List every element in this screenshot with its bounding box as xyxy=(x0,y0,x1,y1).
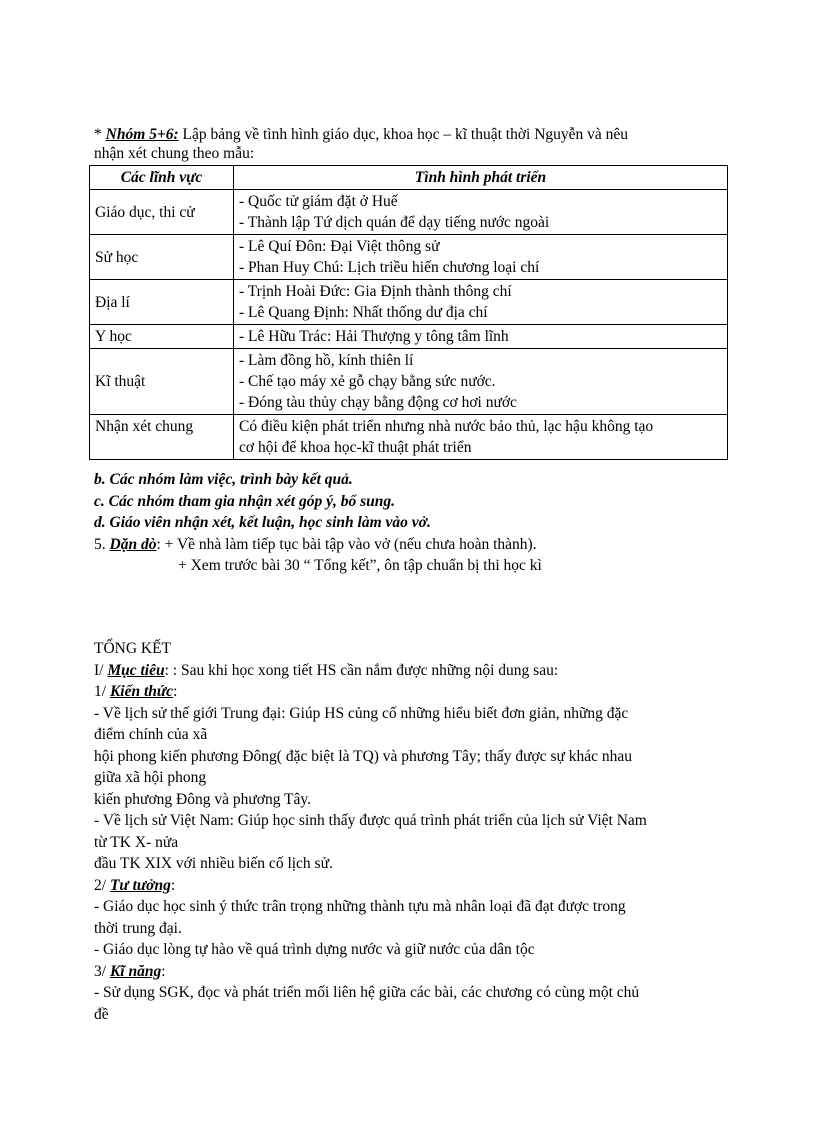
row-field: Sử học xyxy=(90,235,234,280)
development-table xyxy=(89,165,728,460)
row-field: Địa lí xyxy=(90,280,234,325)
row-line: - Đóng tàu thủy chạy bằng động cơ hơi nước xyxy=(239,394,517,411)
row-line: - Phan Huy Chú: Lịch triều hiến chương loại chí xyxy=(239,259,540,276)
knowledge-suffix: : xyxy=(173,683,178,700)
objectives-label: Mục tiêu xyxy=(107,661,165,679)
ideology-line: thời trung đại. xyxy=(94,919,182,937)
skills-suffix: : xyxy=(161,962,166,980)
group-label: Nhóm 5+6: xyxy=(105,126,179,143)
table-header-row xyxy=(90,166,728,190)
row-content xyxy=(234,280,728,325)
row-field: Kĩ thuật xyxy=(90,349,234,415)
homework-line-1 xyxy=(94,534,542,555)
row-field: Y học xyxy=(90,325,234,349)
knowledge-line: - Về lịch sử thế giới Trung đại: Giúp HS củng cố những hiểu biết đơn giản, những đặc xyxy=(94,704,629,722)
row-field: Giáo dục, thi cử xyxy=(90,190,234,235)
header-status: Tình hình phát triển xyxy=(234,166,728,190)
summary-title: TỔNG KẾT xyxy=(94,640,172,657)
knowledge-line: hội phong kiến phương Đông( đặc biệt là TQ) và phương Tây; thấy được sự khác nhau xyxy=(94,747,633,765)
homework-label: Dặn dò xyxy=(109,536,157,553)
intro-text-2: nhận xét chung theo mẫu: xyxy=(94,145,255,162)
step-c: c. Các nhóm tham gia nhận xét góp ý, bổ sung. xyxy=(94,492,396,510)
row-content xyxy=(234,415,728,460)
row-content xyxy=(234,190,728,235)
skills-label: Kĩ năng xyxy=(109,962,162,980)
row-line: cơ hội để khoa học-kĩ thuật phát triển xyxy=(239,439,472,456)
header-field: Các lĩnh vực xyxy=(90,166,234,190)
knowledge-line: kiến phương Đông và phương Tây. xyxy=(94,790,312,808)
row-line: - Lê Quang Định: Nhất thống dư địa chí xyxy=(239,304,488,321)
knowledge-line: - Về lịch sử Việt Nam: Giúp học sinh thấy được quá trình phát triển của lịch sử Việt Nam xyxy=(94,812,647,829)
homework-number: 5. xyxy=(94,536,110,553)
knowledge-line: đầu TK XIX với nhiều biến cố lịch sử. xyxy=(94,855,333,872)
row-line: - Chế tạo máy xẻ gỗ chạy bằng sức nước. xyxy=(239,373,496,390)
knowledge-label: Kiến thức xyxy=(109,683,174,700)
row-line: - Làm đồng hồ, kính thiên lí xyxy=(239,352,414,369)
table-row xyxy=(90,190,728,235)
knowledge-line: từ TK X- nửa xyxy=(94,833,179,851)
objectives-text: : : Sau khi học xong tiết HS cần nắm được những nội dung sau: xyxy=(164,661,559,679)
ideology-prefix: 2/ xyxy=(94,876,110,894)
knowledge-line: điểm chính của xã xyxy=(94,726,208,743)
skills-line: đề xyxy=(94,1005,109,1023)
row-line: - Quốc tử giám đặt ở Huế xyxy=(239,193,398,210)
ideology-heading xyxy=(94,875,734,897)
intro-text: Lập bảng về tình hình giáo dục, khoa học – kĩ thuật thời Nguyễn và nêu xyxy=(178,126,629,143)
summary-section xyxy=(94,638,734,1025)
row-content xyxy=(234,325,728,349)
intro-paragraph: * Nhóm 5+6: Lập bảng về tình hình giáo dục, khoa học – kĩ thuật thời Nguyễn và nêu nhận xét chung theo mẫu: xyxy=(94,126,629,162)
objectives-prefix: I/ xyxy=(94,661,108,679)
step-d: d. Giáo viên nhận xét, kết luận, học sinh làm vào vở. xyxy=(94,514,431,532)
table-row xyxy=(90,280,728,325)
row-line: - Trịnh Hoài Đức: Gia Định thành thông chí xyxy=(239,283,512,300)
row-field: Nhận xét chung xyxy=(90,415,234,460)
table-row xyxy=(90,415,728,460)
homework-section xyxy=(94,534,542,576)
table-row xyxy=(90,235,728,280)
homework-text-1: : + Về nhà làm tiếp tục bài tập vào vở (nếu chưa hoàn thành). xyxy=(156,536,537,553)
knowledge-heading xyxy=(94,681,734,703)
row-content xyxy=(234,349,728,415)
table-row xyxy=(90,349,728,415)
knowledge-line: giữa xã hội phong xyxy=(94,769,207,786)
step-b: b. Các nhóm làm việc, trình bày kết quả. xyxy=(94,471,353,488)
skills-line: - Sử dụng SGK, đọc và phát triển mối liên hệ giữa các bài, các chương có cùng một chủ xyxy=(94,984,640,1001)
table-row xyxy=(90,325,728,349)
skills-prefix: 3/ xyxy=(94,962,110,980)
activity-steps xyxy=(94,469,431,534)
ideology-line: - Giáo dục lòng tự hào về quá trình dựng nước và giữ nước của dân tộc xyxy=(94,941,535,958)
row-line: - Lê Hữu Trác: Hải Thượng y tông tâm lĩnh xyxy=(239,328,509,345)
row-line: - Lê Quí Đôn: Đại Việt thông sử xyxy=(239,238,440,255)
ideology-suffix: : xyxy=(170,876,176,894)
ideology-label: Tư tưởng xyxy=(109,876,171,894)
row-line: - Thành lập Tứ dịch quán để dạy tiếng nước ngoài xyxy=(239,214,550,231)
objectives-line xyxy=(94,660,734,682)
homework-text-2: + Xem trước bài 30 “ Tổng kết”, ôn tập chuẩn bị thi học kì xyxy=(178,557,542,574)
knowledge-prefix: 1/ xyxy=(94,683,110,700)
row-line: Có điều kiện phát triển nhưng nhà nước bảo thủ, lạc hậu không tạo xyxy=(239,418,654,435)
skills-heading xyxy=(94,961,734,983)
row-content xyxy=(234,235,728,280)
ideology-line: - Giáo dục học sinh ý thức trân trọng những thành tựu mà nhân loại đã đạt được trong xyxy=(94,898,626,915)
